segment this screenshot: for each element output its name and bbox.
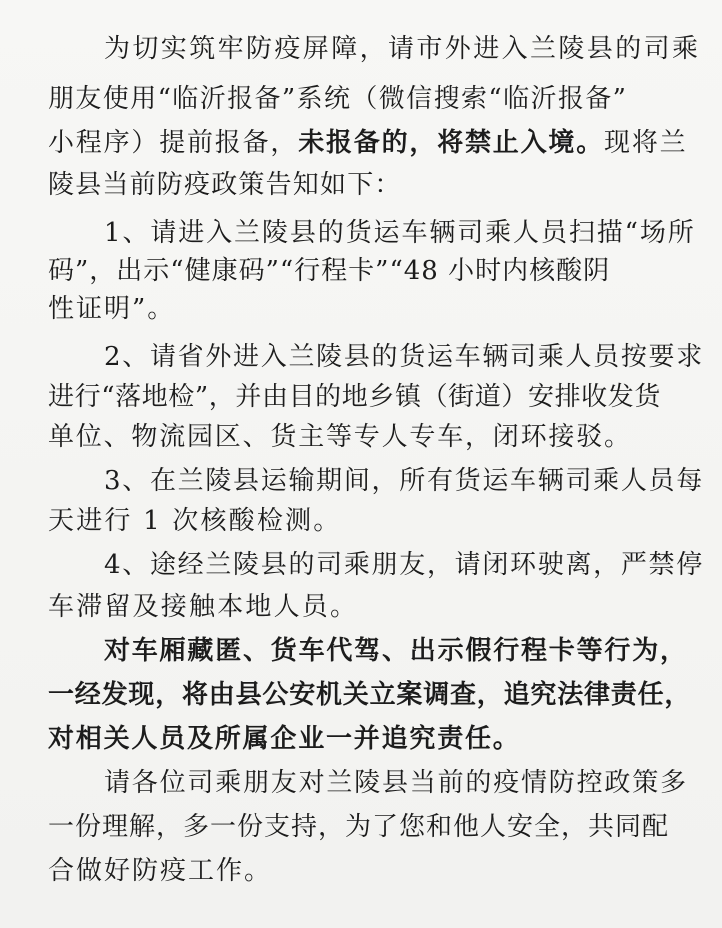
closing-line-1: 请各位司乘朋友对兰陵县当前的疫情防控政策多 (104, 768, 688, 798)
item4-line-2: 车滞留及接触本地人员。 (48, 592, 359, 622)
item4-line-1: 4、途经兰陵县的司乘朋友，请闭环驶离，严禁停 (104, 550, 704, 580)
intro-line-3-normal: 小程序）提前报备， (48, 128, 299, 158)
item2-line-3: 单位、物流园区、货主等专人专车，闭环接驳。 (48, 422, 632, 452)
item2-line-2: 进行“落地检”，并由目的地乡镇（街道）安排收发货 (48, 382, 661, 412)
intro-line-1: 为切实筑牢防疫屏障，请市外进入兰陵县的司乘 (104, 34, 701, 64)
item1-line-3: 性证明”。 (48, 294, 176, 324)
item3-line-2: 天进行 1 次核酸检测。 (48, 506, 342, 536)
item1-line-2: 码”，出示“健康码”“行程卡”“48 小时内核酸阴 (48, 256, 611, 286)
closing-line-2: 一份理解，多一份支持，为了您和他人安全，共同配 (48, 812, 670, 842)
intro-line-3 (48, 130, 687, 156)
warning-line-1: 对车厢藏匿、货车代驾、出示假行程卡等行为， (104, 636, 688, 666)
intro-line-3-tail: 现将兰 (604, 128, 688, 158)
item1-line-1: 1、请进入兰陵县的货运车辆司乘人员扫描“场所 (104, 218, 696, 248)
intro-line-2: 朋友使用“临沂报备”系统（微信搜索“临沂报备” (48, 84, 628, 114)
intro-line-3-bold: 未报备的，将禁止入境。 (298, 128, 605, 158)
warning-line-2: 一经发现，将由县公安机关立案调查，追究法律责任， (48, 680, 692, 710)
item2-line-1: 2、请省外进入兰陵县的货运车辆司乘人员按要求 (104, 342, 704, 372)
closing-line-3: 合做好防疫工作。 (48, 856, 273, 886)
item3-line-1: 3、在兰陵县运输期间，所有货运车辆司乘人员每 (104, 466, 704, 496)
warning-line-3: 对相关人员及所属企业一并追究责任。 (48, 724, 521, 754)
intro-line-4: 陵县当前防疫政策告知如下： (48, 170, 402, 200)
